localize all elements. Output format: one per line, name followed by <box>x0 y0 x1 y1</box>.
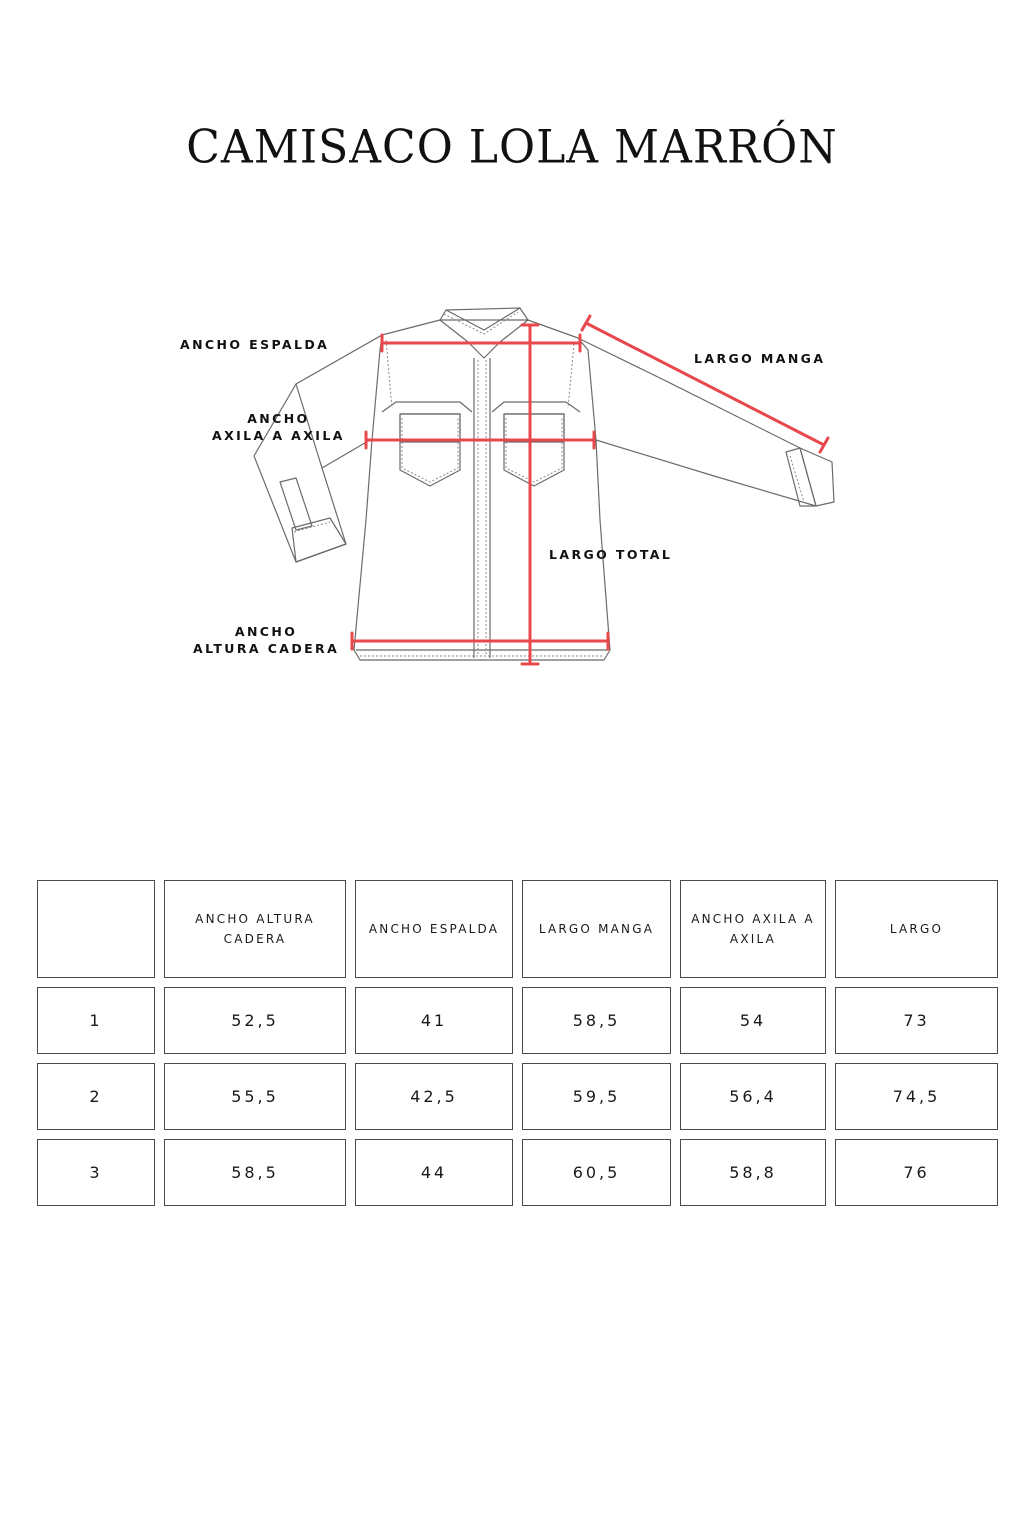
garment-diagram <box>0 290 1024 690</box>
header-cell: ANCHO ALTURA CADERA <box>164 880 346 978</box>
table-row <box>37 1139 998 1206</box>
table-cell: 44 <box>355 1139 513 1206</box>
table-row <box>37 1063 998 1130</box>
header-cell: LARGO MANGA <box>522 880 671 978</box>
table-cell: 73 <box>835 987 998 1054</box>
table-cell: 54 <box>680 987 826 1054</box>
table-cell: 74,5 <box>835 1063 998 1130</box>
table-cell: 2 <box>37 1063 155 1130</box>
label-ancho-axila: ANCHO AXILA A AXILA <box>212 411 345 443</box>
header-cell <box>37 880 155 978</box>
table-cell: 58,8 <box>680 1139 826 1206</box>
label-largo-total: LARGO TOTAL <box>549 547 673 562</box>
table-cell: 41 <box>355 987 513 1054</box>
size-table <box>28 871 1007 1215</box>
table-cell: 76 <box>835 1139 998 1206</box>
table-header-row <box>37 880 998 978</box>
table-row <box>37 987 998 1054</box>
table-cell: 42,5 <box>355 1063 513 1130</box>
table-cell: 56,4 <box>680 1063 826 1130</box>
table-cell: 3 <box>37 1139 155 1206</box>
page-title: CAMISACO LOLA MARRÓN <box>186 120 838 175</box>
table-cell: 58,5 <box>522 987 671 1054</box>
table-cell: 52,5 <box>164 987 346 1054</box>
table-cell: 60,5 <box>522 1139 671 1206</box>
header-cell: ANCHO ESPALDA <box>355 880 513 978</box>
label-largo-manga: LARGO MANGA <box>694 351 826 366</box>
label-ancho-cadera: ANCHO ALTURA CADERA <box>193 624 340 656</box>
header-cell: LARGO <box>835 880 998 978</box>
table-cell: 1 <box>37 987 155 1054</box>
label-ancho-espalda: ANCHO ESPALDA <box>180 337 330 352</box>
table-cell: 59,5 <box>522 1063 671 1130</box>
table-cell: 55,5 <box>164 1063 346 1130</box>
table-cell: 58,5 <box>164 1139 346 1206</box>
jacket-illustration <box>0 290 1024 690</box>
header-cell: ANCHO AXILA A AXILA <box>680 880 826 978</box>
